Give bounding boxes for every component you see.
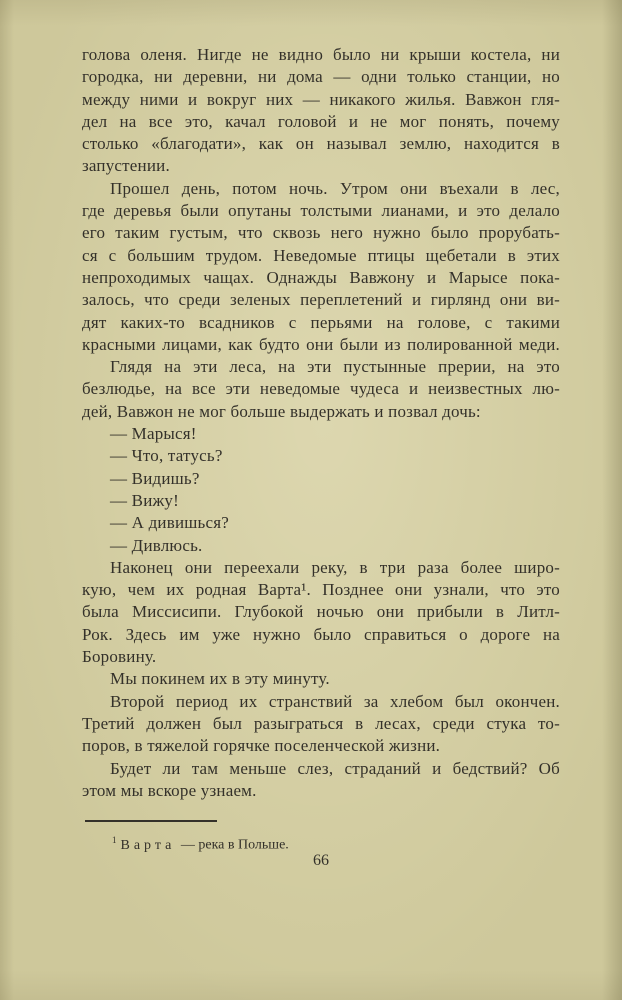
dialogue-line: — Дивлюсь. xyxy=(110,535,203,555)
text-line: кую, чем их родная Варта¹. Позднее они узнали, что это xyxy=(82,580,560,600)
text-line: запустении. xyxy=(82,156,170,176)
text-line: красными лицами, как будто они были из полированной меди. xyxy=(82,334,560,354)
text-line: Рок. Здесь им уже нужно было справиться о дороге на xyxy=(82,624,560,644)
text-line: непроходимых чащах. Однажды Вавжону и Марысе пока- xyxy=(82,267,560,287)
dialogue-line: — Вижу! xyxy=(110,490,179,510)
dialogue-line: — А дивишься? xyxy=(110,513,230,533)
page-number: 66 xyxy=(313,852,329,869)
text-line: безлюдье, на все эти неведомые чудеса и неизвестных лю- xyxy=(82,379,560,399)
text-line: Боровину. xyxy=(82,647,157,667)
dialogue-line: — Марыся! xyxy=(110,424,197,444)
page-text xyxy=(82,44,560,802)
dialogue-line: — Видишь? xyxy=(110,468,200,488)
text-line: поров, в тяжелой горячке поселенческой жизни. xyxy=(82,736,441,756)
text-line: Мы покинем их в эту минуту. xyxy=(110,669,330,689)
text-line: его таким густым, что сквозь него нужно было прорубать- xyxy=(82,223,560,243)
footnote-term: Варта xyxy=(120,837,176,853)
text-line: Третий должен был разыграться в лесах, среди стука то- xyxy=(82,713,560,733)
footnote-marker: 1 xyxy=(112,835,117,845)
text-line: дей, Вавжон не мог больше выдержать и позвал дочь: xyxy=(82,401,481,421)
footnote-divider xyxy=(85,820,217,822)
text-line: залось, что среди зеленых переплетений и гирлянд они ви- xyxy=(82,290,560,310)
text-line: Второй период их странствий за хлебом был окончен. xyxy=(110,691,560,711)
text-line: ся с большим трудом. Неведомые птицы щебетали в этих xyxy=(82,245,560,265)
text-line: городка, ни деревни, ни дома — одни только станции, но xyxy=(82,67,560,87)
text-line: была Миссисипи. Глубокой ночью они прибыли в Литл- xyxy=(82,602,560,622)
text-line: этом мы вскоре узнаем. xyxy=(82,780,257,800)
dialogue-line: — Что, татусь? xyxy=(110,446,223,466)
text-line: Наконец они переехали реку, в три раза более широ- xyxy=(110,557,560,577)
footnote-text: — река в Польше. xyxy=(177,837,289,853)
text-line: Глядя на эти леса, на эти пустынные прерии, на это xyxy=(110,357,560,377)
text-line: столько «благодати», как он называл землю, находится в xyxy=(82,134,560,154)
text-line: где деревья были опутаны толстыми лианами, и это делало xyxy=(82,201,560,221)
text-line: Будет ли там меньше слез, страданий и бедствий? Об xyxy=(110,758,560,778)
text-line: дят каких-то всадников с перьями на голове, с такими xyxy=(82,312,560,332)
text-line: между ними и вокруг них — никакого жилья. Вавжон гля- xyxy=(82,89,560,109)
text-line: голова оленя. Нигде не видно было ни крыши костела, ни xyxy=(82,45,560,64)
text-line: дел на все это, качал головой и не мог понять, почему xyxy=(82,111,560,131)
text-line: Прошел день, потом ночь. Утром они въехали в лес, xyxy=(110,178,560,198)
